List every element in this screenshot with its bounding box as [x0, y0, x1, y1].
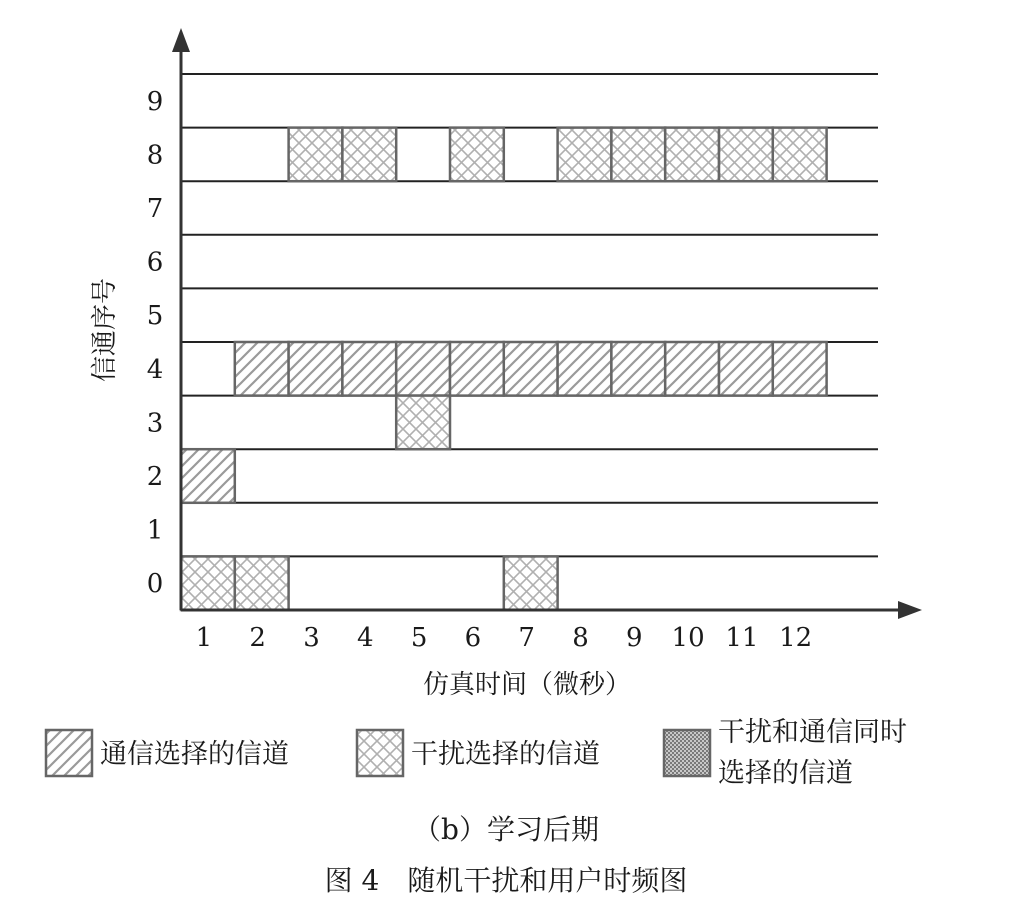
comm-channel-cell: [611, 342, 665, 396]
comm-channel-cell: [396, 342, 450, 396]
jam-channel-cell: [450, 128, 504, 182]
legend-swatch: [357, 730, 403, 776]
channel-cells: [181, 128, 827, 610]
y-tick-label: 3: [146, 408, 164, 439]
x-axis-arrow-icon: [898, 601, 922, 619]
jam-channel-cell: [396, 396, 450, 450]
y-tick-label: 8: [146, 140, 164, 171]
jam-channel-cell: [504, 556, 558, 610]
x-axis-title: 仿真时间（微秒）: [422, 670, 632, 700]
jam-channel-cell: [665, 128, 719, 182]
jam-channel-cell: [181, 556, 235, 610]
legend-label: 干扰选择的信道: [411, 739, 600, 770]
subcaption: （b）学习后期: [413, 813, 599, 846]
y-tick-label: 6: [146, 247, 164, 278]
legend-swatch: [664, 730, 710, 776]
x-tick-label: 7: [518, 623, 535, 653]
legend-label: 选择的信道: [718, 758, 853, 789]
x-tick-label: 6: [464, 623, 482, 653]
comm-channel-cell: [719, 342, 773, 396]
y-tick-label: 0: [146, 569, 164, 600]
x-tick-label: 5: [410, 623, 428, 653]
legend-label: 通信选择的信道: [100, 739, 289, 770]
y-axis-title: 信通序号: [90, 277, 120, 383]
y-tick-label: 1: [146, 515, 164, 546]
y-tick-label: 4: [146, 354, 164, 385]
x-tick-label: 2: [249, 623, 266, 653]
jam-channel-cell: [289, 128, 343, 182]
y-tick-labels: [147, 87, 164, 599]
jam-channel-cell: [235, 556, 289, 610]
comm-channel-cell: [504, 342, 558, 396]
x-tick-labels: [196, 623, 813, 653]
x-tick-label: 4: [357, 623, 374, 653]
legend-label: 干扰和通信同时: [718, 717, 907, 748]
x-tick-label: 3: [303, 623, 320, 653]
jam-channel-cell: [773, 128, 827, 182]
comm-channel-cell: [450, 342, 504, 396]
comm-channel-cell: [181, 449, 235, 503]
comm-channel-cell: [773, 342, 827, 396]
jam-channel-cell: [558, 128, 612, 182]
y-tick-label: 2: [146, 462, 164, 492]
comm-channel-cell: [289, 342, 343, 396]
x-tick-label: 8: [572, 623, 589, 653]
figure-caption: 图 4 随机干扰和用户时频图: [324, 864, 688, 897]
jam-channel-cell: [611, 128, 665, 182]
x-tick-label: 12: [779, 623, 813, 653]
jam-channel-cell: [719, 128, 773, 182]
comm-channel-cell: [342, 342, 396, 396]
y-tick-label: 7: [146, 194, 164, 224]
x-tick-label: 1: [195, 623, 213, 653]
legend-swatch: [46, 730, 92, 776]
jam-channel-cell: [342, 128, 396, 182]
x-tick-label: 9: [626, 623, 643, 653]
comm-channel-cell: [235, 342, 289, 396]
comm-channel-cell: [558, 342, 612, 396]
x-tick-label: 10: [671, 623, 705, 653]
x-tick-label: 11: [725, 623, 759, 653]
y-axis-arrow-icon: [172, 28, 190, 52]
comm-channel-cell: [665, 342, 719, 396]
y-tick-label: 9: [146, 86, 164, 117]
y-tick-label: 5: [146, 301, 164, 332]
legend: [46, 717, 907, 789]
